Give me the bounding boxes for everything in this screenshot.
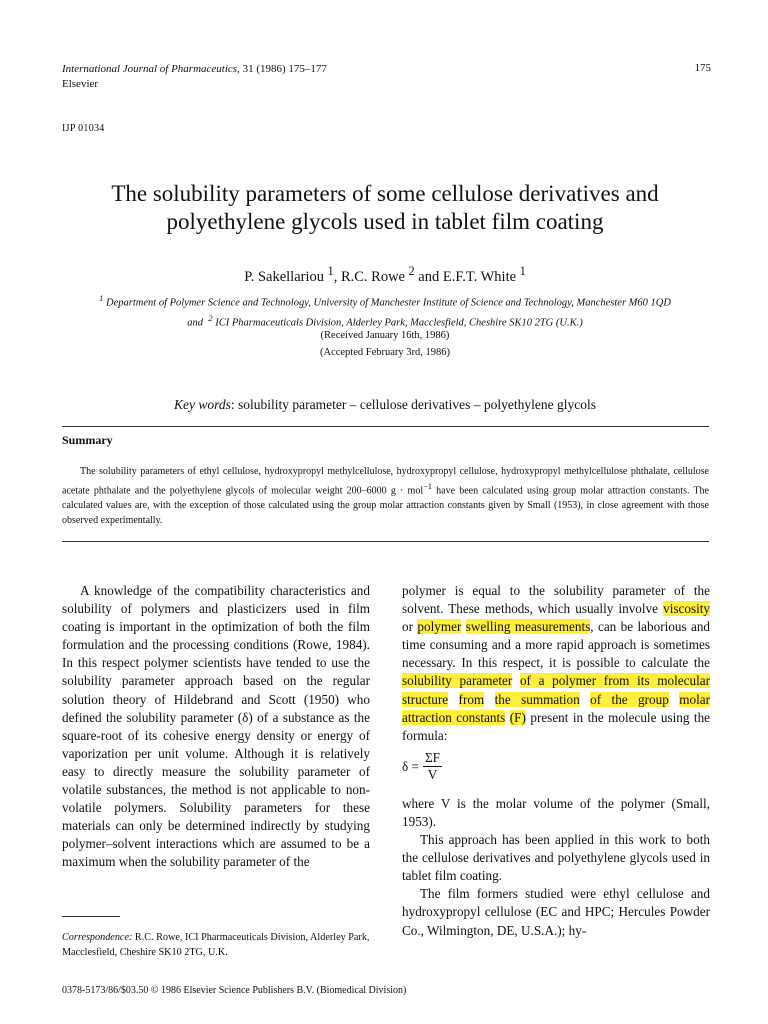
method-paragraph [402, 582, 710, 745]
accepted-date: (Accepted February 3rd, 1986) [319, 347, 451, 358]
correspondence-text: R.C. Rowe, ICI Pharmaceuticals Division, Alderley Park, Macclesfield, Cheshire SK10 2TG, U.K. [62, 932, 370, 958]
keywords: Key words: solubility parameter – cellulose derivatives – polyethylene glycols [173, 397, 597, 412]
highlight: swelling measurements [465, 619, 591, 635]
affiliation-1: Department of Polymer Science and Technology, University of Manchester Institute of Science and Technology, Manchester M60 1QD [106, 297, 671, 309]
left-column [62, 582, 370, 872]
text-run [448, 692, 458, 707]
highlight: solubility parameter [402, 673, 513, 689]
publisher: Elsevier [62, 78, 99, 90]
formula-fraction [423, 750, 442, 783]
highlight: of the group [590, 691, 669, 707]
correspondence-label: Correspondence: [62, 932, 133, 943]
highlight: viscosity [663, 601, 710, 617]
formula-denominator: V [427, 767, 438, 783]
correspondence-footnote [62, 930, 370, 960]
text-run [580, 692, 590, 707]
text-run: , can be laborious and time consuming and a more rapid approach is sometimes necessary. In this respect, it is possible to calculate the [402, 619, 711, 671]
affiliations [40, 291, 730, 330]
keywords-text: solubility parameter – cellulose derivatives – polyethylene glycols [237, 397, 597, 412]
solubility-formula [402, 749, 710, 785]
journal-header [62, 62, 327, 92]
copyright-footer: 0378-5173/86/$03.50 © 1986 Elsevier Science Publishers B.V. (Biomedical Division) [62, 985, 407, 996]
text-run: present in the molecule using the formula: [402, 709, 711, 743]
summary-body: The solubility parameters of ethyl cellulose, hydroxypropyl methylcellulose, hydroxypropyl cellulose, hydroxypropyl methylcellulose phthalate, cellulose acetate phthalate and the polyethylene glycols of molecular weight 200–6000 g · mol [62, 466, 709, 497]
footnote-rule [62, 916, 120, 917]
highlight: (F) [509, 709, 526, 725]
keywords-label: Key words [173, 397, 231, 412]
summary-text [62, 464, 709, 528]
summary-heading: Summary [62, 433, 113, 447]
article-dates [60, 327, 710, 361]
affiliation-and: and [187, 317, 204, 328]
author-superscript: 1 [327, 264, 334, 278]
text-run: polymer is equal to the solubility parameter of the solvent. These methods, which usually involve [402, 583, 710, 617]
summary-body-end: have been calculated using group molar attraction constants. The calculated values are, with the exception of those calculated using the group molar attraction constants given by Small (1953), in close agreement with those observed experimentally. [62, 485, 709, 527]
text-run [669, 692, 679, 707]
highlight: the summation [494, 691, 580, 707]
text-run [484, 692, 494, 707]
summary-bottom-rule [62, 541, 709, 542]
article-code: IJP 01034 [62, 123, 105, 134]
formula-numerator: ΣF [424, 750, 440, 766]
author-superscript: 1 [519, 264, 526, 278]
article-title: The solubility parameters of some cellulose derivatives and polyethylene glycols used in tablet film coating [111, 181, 659, 234]
formula-explanation: where V is the molar volume of the polymer (Small, 1953). [402, 795, 710, 829]
affiliation-superscript: 2 [208, 312, 213, 323]
received-date: (Received January 16th, 1986) [320, 330, 450, 341]
highlight: of a polymer from its molecular structure [402, 673, 711, 707]
journal-citation: 31 (1986) 175–177 [242, 63, 327, 75]
highlight: polymer [417, 619, 462, 635]
author-name: P. Sakellariou [244, 268, 325, 285]
highlight: molar attraction constants [402, 691, 710, 725]
author-superscript: 2 [408, 264, 415, 278]
author-name: R.C. Rowe [340, 268, 405, 285]
author-name: E.F.T. White [442, 268, 517, 285]
highlight: from [458, 691, 485, 707]
summary-top-rule [62, 426, 709, 427]
affiliation-2: ICI Pharmaceuticals Division, Alderley Park, Macclesfield, Cheshire SK10 2TG (U.K.) [215, 317, 583, 328]
text-run: or [402, 619, 418, 635]
materials-paragraph: The film formers studied were ethyl cellulose and hydroxypropyl cellulose (EC and HPC; Hercules Powder Co., Wilmington, DE, U.S.A.); hy- [402, 886, 710, 938]
formula-lhs: δ = [402, 758, 419, 774]
text-run [512, 673, 520, 688]
page-number: 175 [694, 62, 711, 74]
approach-paragraph: This approach has been applied in this work to both the cellulose derivatives and polyethylene glycols used in tablet film coating. [402, 832, 710, 884]
journal-name: International Journal of Pharmaceutics, [62, 63, 240, 75]
right-column [402, 582, 710, 940]
intro-paragraph: A knowledge of the compatibility characteristics and solubility of polymers and plasticizers used in film coating is important in the optimization of both the film formulation and the processing conditions (Rowe, 1984). In this respect polymer scientists have tended to use the solubility parameter approach based on the regular solution theory of Hildebrand and Scott (1950) who defined the solubility parameter (δ) of a substance as the square-root of its cohesive energy density or energy of vaporization per unit volume. Although it is relatively easy to directly measure the solubility parameter of volatile substances, the method is not applicable to non-volatile polymers. Solubility parameters for these materials can only be determined indirectly by studying polymer–solvent interactions which are assumed to be a maximum when the solubility parameter of the [62, 583, 370, 870]
affiliation-superscript: 1 [99, 293, 104, 303]
author-list: P. Sakellariou $^1$, R.C. Rowe $^2$ and E.F.T. White $^1$ [244, 264, 526, 285]
summary-superscript: −1 [423, 482, 432, 491]
